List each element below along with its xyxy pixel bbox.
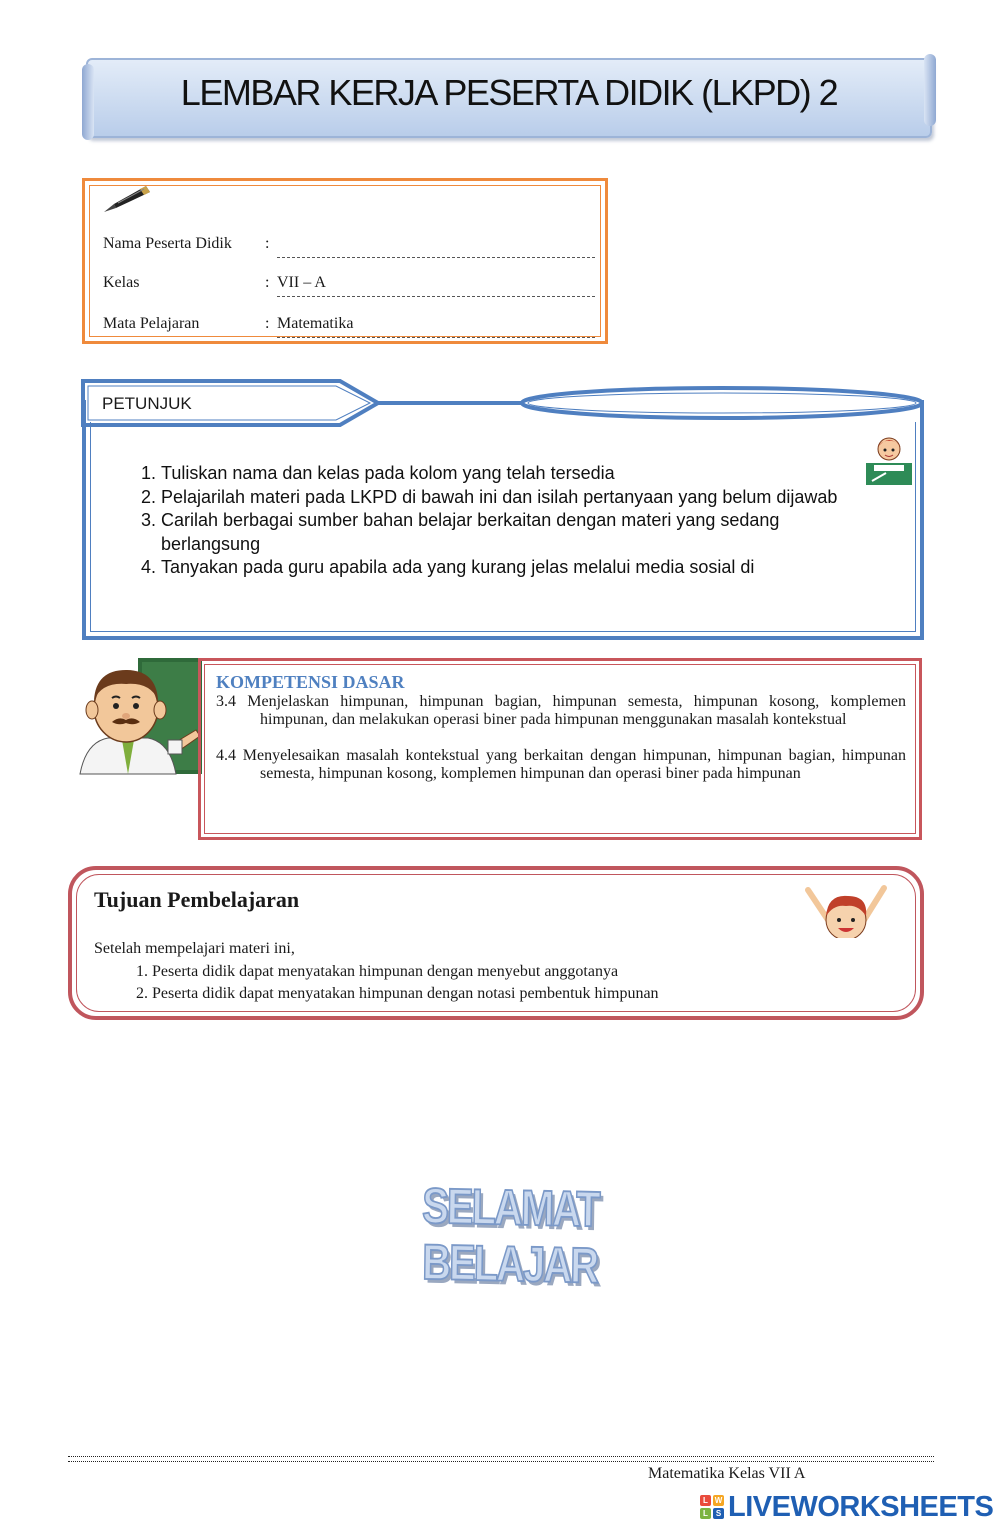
petunjuk-list [133,462,881,580]
footer-text: Matematika Kelas VII A [648,1465,806,1482]
logo-letter: L [700,1508,711,1519]
kompetensi-item: 3.4 Menjelaskan himpunan, himpunan bagian, himpunan semesta, himpunan kosong, komplemen himpunan, dan melakukan operasi biner pada himpunan menggunakan masalah kontekstual [216,693,906,728]
identity-box [82,178,608,344]
page-title: LEMBAR KERJA PESERTA DIDIK (LKPD) 2 [180,72,838,113]
logo-letter: S [713,1508,724,1519]
name-colon: : [265,235,270,252]
subject-value: Matematika [277,315,354,332]
tujuan-intro: Setelah mempelajari materi ini, [94,940,295,957]
title-banner [86,58,932,138]
tujuan-item: 1. Peserta didik dapat menyatakan himpunan dengan menyebut anggotanya [152,961,659,983]
liveworksheets-logo[interactable] [700,1490,993,1524]
class-field [277,274,595,297]
name-label: Nama Peserta Didik [103,235,232,252]
liveworksheets-brand: LIVEWORKSHEETS [728,1490,994,1523]
logo-letter: L [700,1495,711,1506]
cheering-child-icon [798,880,894,944]
tujuan-title: Tujuan Pembelajaran [94,887,300,912]
petunjuk-label: PETUNJUK [102,394,192,413]
subject-field [277,315,595,338]
subject-label: Mata Pelajaran [103,315,200,332]
subject-colon: : [265,315,270,332]
footer-divider [68,1456,934,1462]
petunjuk-item: 2. Pelajarilah materi pada LKPD di bawah ini dan isilah pertanyaan yang belum dijawab [161,486,881,510]
kompetensi-title: KOMPETENSI DASAR [216,672,405,692]
kompetensi-item: 4.4 Menyelesaikan masalah kontekstual yang berkaitan dengan himpunan, himpunan bagian, himpunan semesta, himpunan kosong, komplemen himpunan dan operasi biner pada himpunan [216,747,906,782]
petunjuk-item: 4. Tanyakan pada guru apabila ada yang kurang jelas melalui media sosial di [161,556,881,580]
class-value: VII – A [277,274,326,291]
liveworksheets-logo-icon [700,1495,724,1519]
selamat-belajar-wordart: SELAMAT BELAJAR [421,1178,599,1294]
class-colon: : [265,274,270,291]
logo-letter: W [714,1496,723,1505]
tujuan-item: 2. Peserta didik dapat menyatakan himpunan dengan notasi pembentuk himpunan [152,983,659,1005]
petunjuk-item: 1. Tuliskan nama dan kelas pada kolom yang telah tersedia [161,462,881,486]
teacher-illustration [78,656,202,778]
name-field[interactable] [277,235,595,258]
class-label: Kelas [103,274,140,291]
petunjuk-item: 3. Carilah berbagai sumber bahan belajar berkaitan dengan materi yang sedang berlangsung [161,509,881,556]
tujuan-list [124,961,659,1005]
